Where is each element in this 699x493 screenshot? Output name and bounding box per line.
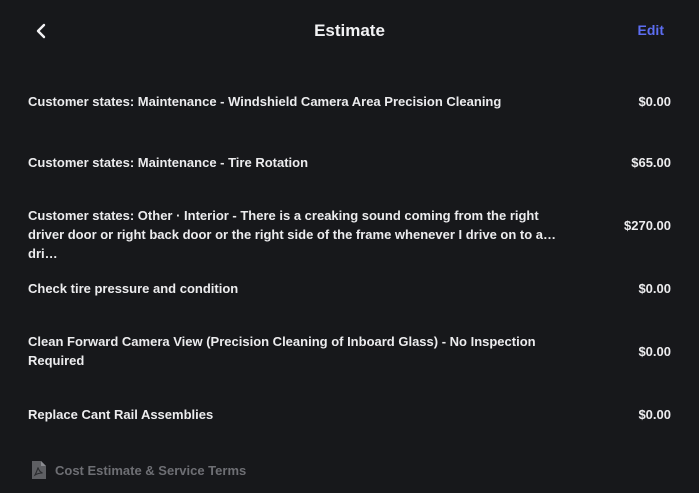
item-description: Customer states: Maintenance - Windshield Camera Area Precision Cleaning bbox=[28, 93, 502, 109]
estimate-item[interactable] bbox=[28, 404, 671, 424]
item-description: Replace Cant Rail Assemblies bbox=[28, 406, 214, 422]
estimate-item[interactable] bbox=[28, 152, 671, 172]
item-description: Customer states: Other · Interior - There is a creaking sound coming from the right driver door or right back door or the right side of the frame whenever I drive on to a dri… bbox=[28, 208, 544, 261]
estimate-item[interactable] bbox=[28, 91, 671, 111]
item-price: $0.00 bbox=[638, 343, 671, 359]
estimate-item[interactable] bbox=[28, 278, 671, 298]
item-price: $270.00 bbox=[624, 217, 671, 233]
item-price: $0.00 bbox=[638, 93, 671, 109]
page-title: Estimate bbox=[314, 21, 385, 40]
item-price: $0.00 bbox=[638, 280, 671, 296]
pdf-document-icon bbox=[30, 460, 47, 480]
edit-button[interactable]: Edit bbox=[637, 22, 664, 38]
item-price: $0.00 bbox=[638, 406, 671, 422]
item-description: Check tire pressure and condition bbox=[28, 280, 239, 296]
header bbox=[0, 0, 699, 62]
item-description: Clean Forward Camera View (Precision Cleaning of Inboard Glass) - No Inspection Required bbox=[28, 334, 536, 368]
terms-link-label: Cost Estimate & Service Terms bbox=[55, 462, 247, 478]
item-price: $65.00 bbox=[631, 154, 671, 170]
cost-estimate-terms-link[interactable] bbox=[30, 460, 246, 480]
estimate-item[interactable] bbox=[28, 206, 671, 261]
estimate-item[interactable] bbox=[28, 332, 671, 370]
item-description: Customer states: Maintenance - Tire Rotation bbox=[28, 154, 309, 170]
